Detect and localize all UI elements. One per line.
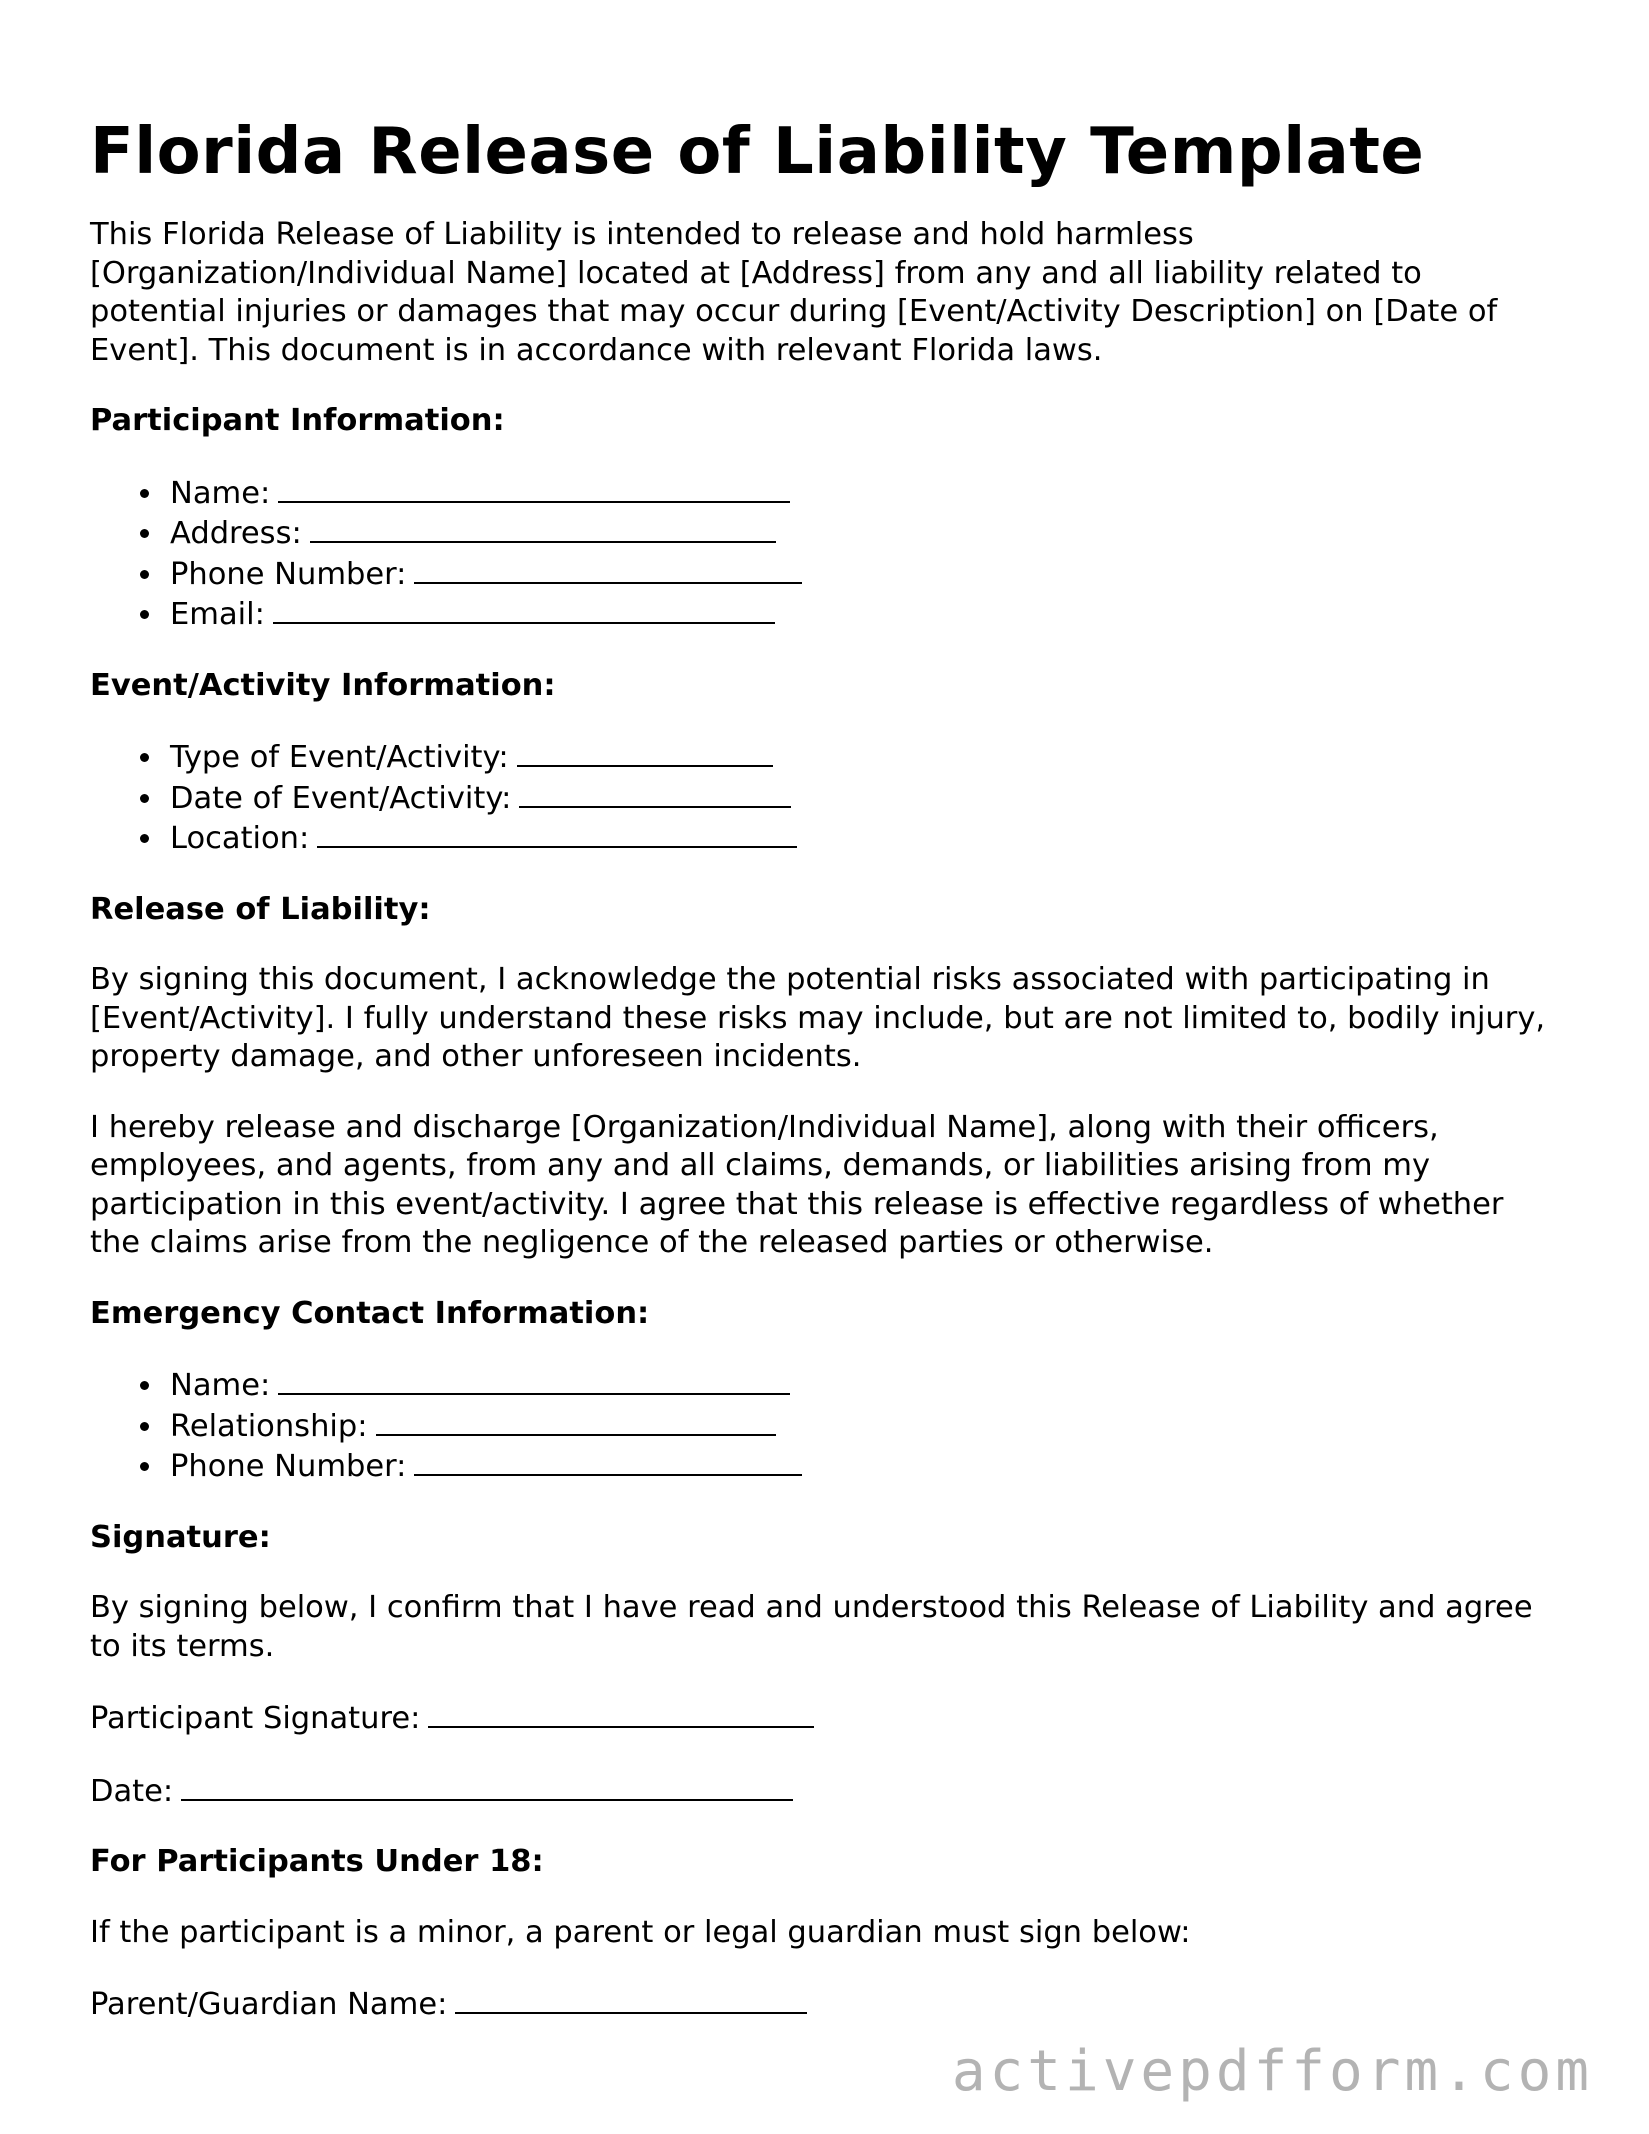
event-date-field[interactable]: [170, 778, 1560, 819]
blank-line: [414, 554, 802, 584]
event-type-field[interactable]: [170, 737, 1560, 778]
field-label: Name:: [170, 475, 271, 511]
blank-line: [455, 1984, 807, 2014]
blank-line: [376, 1406, 776, 1436]
intro-paragraph: This Florida Release of Liability is intended to release and hold harmless [Organization/Individual Name] located at [Address] from any and all liability related to potential injuries or damages that may occur during [Event/Activity Description] on [Date of Event]. This document is in accordance with relevant Florida laws.: [90, 217, 1498, 368]
emergency-fields: [90, 1365, 1560, 1487]
event-fields: [90, 737, 1560, 859]
event-location-field[interactable]: [170, 818, 1560, 859]
minors-paragraph: If the participant is a minor, a parent or legal guardian must sign below:: [90, 1914, 1191, 1950]
emergency-name-field[interactable]: [170, 1365, 1560, 1406]
participant-name-field[interactable]: [170, 473, 1560, 514]
field-label: Relationship:: [170, 1408, 368, 1444]
field-label: Phone Number:: [170, 1449, 407, 1484]
blank-line: [414, 1446, 802, 1476]
participant-signature-field[interactable]: [90, 1698, 1560, 1739]
blank-line: [278, 473, 790, 503]
participant-phone-field[interactable]: [170, 554, 1560, 595]
participant-email-field[interactable]: [170, 594, 1560, 635]
signature-heading: Signature:: [90, 1519, 271, 1555]
field-label: Parent/Guardian Name:: [90, 1987, 448, 2022]
blank-line: [273, 594, 775, 624]
blank-line: [278, 1365, 790, 1395]
field-label: Email:: [170, 597, 265, 632]
signature-date-field[interactable]: [90, 1771, 1560, 1812]
participant-address-field[interactable]: [170, 513, 1560, 554]
emergency-relationship-field[interactable]: [170, 1406, 1560, 1447]
blank-line: [317, 818, 797, 848]
emergency-heading: Emergency Contact Information:: [90, 1295, 650, 1331]
emergency-phone-field[interactable]: [170, 1446, 1560, 1487]
field-label: Phone Number:: [170, 556, 407, 592]
release-heading: Release of Liability:: [90, 891, 431, 927]
field-label: Participant Signature:: [90, 1701, 421, 1736]
field-label: Address:: [170, 516, 302, 551]
blank-line: [428, 1698, 814, 1728]
participant-heading: Participant Information:: [90, 403, 505, 438]
signature-paragraph: By signing below, I confirm that I have read and understood this Release of Liability and agree to its terms.: [90, 1590, 1533, 1664]
blank-line: [519, 778, 791, 808]
site-watermark: activepdfform.com: [951, 2039, 1593, 2104]
field-label: Location:: [170, 821, 310, 856]
release-paragraph-2: I hereby release and discharge [Organization/Individual Name], along with their officers, employees, and agents, from any and all claims, demands, or liabilities arising from my participation in this event/activity. I agree that this release is effective regardless of whether the claims arise from the negligence of the released parties or otherwise.: [90, 1109, 1504, 1260]
blank-line: [181, 1771, 793, 1801]
participant-fields: [90, 473, 1560, 635]
minors-heading: For Participants Under 18:: [90, 1844, 544, 1879]
release-paragraph-1: By signing this document, I acknowledge the potential risks associated with participating in [Event/Activity]. I fully understand these risks may include, but are not limited to, bodily injury, property damage, and other unforeseen incidents.: [90, 962, 1546, 1074]
blank-line: [517, 737, 773, 767]
field-label: Type of Event/Activity:: [170, 740, 509, 775]
field-label: Name:: [170, 1368, 271, 1403]
guardian-name-field[interactable]: [90, 1984, 1560, 2025]
blank-line: [310, 513, 776, 543]
event-heading: Event/Activity Information:: [90, 667, 556, 703]
field-label: Date of Event/Activity:: [170, 780, 512, 816]
field-label: Date:: [90, 1773, 174, 1809]
document-title: Florida Release of Liability Template: [90, 115, 1425, 189]
document-page: [90, 112, 1560, 2057]
